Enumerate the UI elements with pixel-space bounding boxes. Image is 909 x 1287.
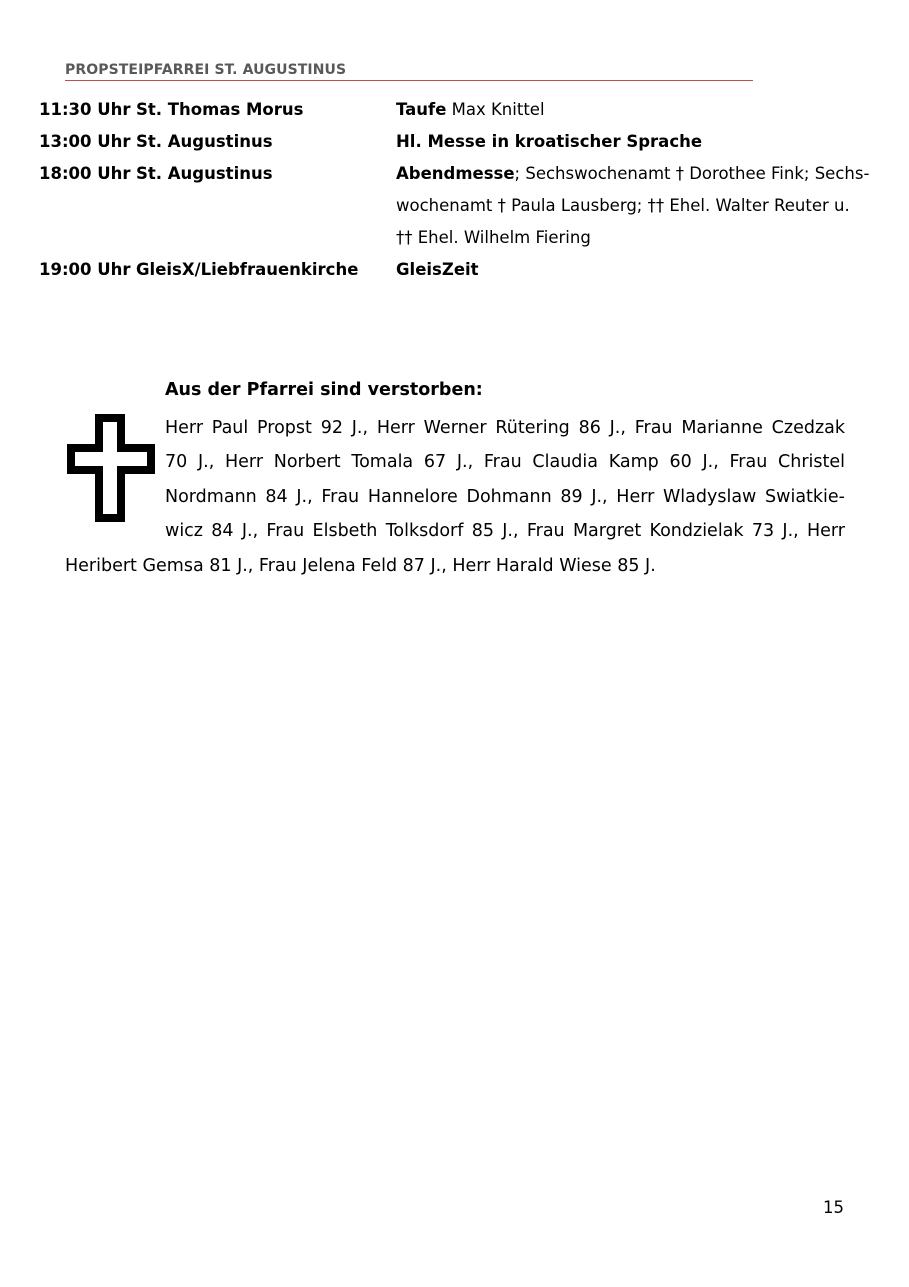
service-time: 11:30 Uhr xyxy=(39,100,131,119)
service-location: St. Thomas Morus xyxy=(136,100,304,119)
obituary-line: Nordmann 84 J., Frau Hannelore Dohmann 89 J., Herr Wladyslaw Swiatkie- xyxy=(165,486,845,507)
obituary-line: wicz 84 J., Frau Elsbeth Tolksdorf 85 J., Frau Margret Kondzielak 73 J., Herr xyxy=(165,521,845,542)
parish-name: PROPSTEIPFARREI ST. AUGUSTINUS xyxy=(65,62,347,78)
obituary-line: Heribert Gemsa 81 J., Frau Jelena Feld 87 J., Herr Harald Wiese 85 J. xyxy=(65,555,656,576)
schedule-row xyxy=(39,126,879,158)
schedule-row xyxy=(39,254,879,286)
description-text: ; Sechswochenamt † Dorothee Fink; Sechs- xyxy=(514,164,870,183)
schedule-row xyxy=(39,158,879,254)
description-line xyxy=(396,126,866,158)
page-header xyxy=(65,62,753,81)
description-text: Max Knittel xyxy=(446,100,545,119)
page-number: 15 xyxy=(823,1198,844,1217)
obituary-title: Aus der Pfarrei sind verstorben: xyxy=(165,380,483,400)
schedule-row xyxy=(39,94,879,126)
service-type: Hl. Messe in kroatischer Sprache xyxy=(396,132,703,151)
service-time: 19:00 Uhr xyxy=(39,260,131,279)
description-line xyxy=(396,94,866,126)
service-description xyxy=(396,158,870,254)
service-type: Taufe xyxy=(396,100,447,119)
service-time: 13:00 Uhr xyxy=(39,132,131,151)
description-line: wochenamt † Paula Lausberg; †† Ehel. Walter Reuter u. xyxy=(396,196,850,215)
service-description xyxy=(396,254,866,286)
service-location: St. Augustinus xyxy=(136,132,273,151)
obituary-list xyxy=(65,411,845,583)
service-location: St. Augustinus xyxy=(136,164,273,183)
service-time: 18:00 Uhr xyxy=(39,164,131,183)
obituary-line: 70 J., Herr Norbert Tomala 67 J., Frau Claudia Kamp 60 J., Frau Christel xyxy=(165,452,845,473)
service-schedule xyxy=(39,94,879,286)
description-line: †† Ehel. Wilhelm Fiering xyxy=(396,228,591,247)
obituary-line: Herr Paul Propst 92 J., Herr Werner Rütering 86 J., Frau Marianne Czedzak xyxy=(165,418,845,438)
description-line xyxy=(396,254,866,286)
description-line xyxy=(396,158,870,190)
service-type: GleisZeit xyxy=(396,260,479,279)
service-description xyxy=(396,94,866,126)
service-location: GleisX/Liebfrauenkirche xyxy=(136,260,359,279)
service-description xyxy=(396,126,866,158)
service-type: Abendmesse xyxy=(396,164,515,183)
